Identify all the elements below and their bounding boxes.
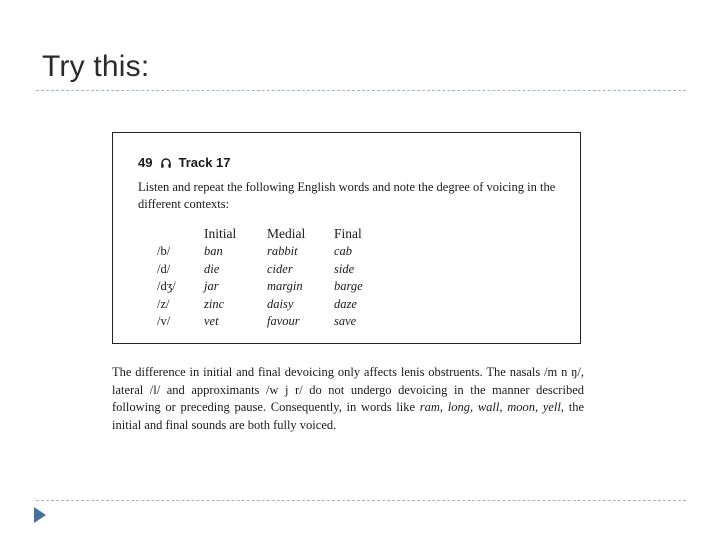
phoneme-cell: /v/ [157,314,171,329]
paragraph-intro: The difference in initial and final devoicing only affects lenis obstruents. The nasals /m n ŋ/, lateral /l/ and approximants /w j r/ do not undergo devoicing in the manner described following or preceding pause. Consequently, in words like [112,365,584,414]
slide-title: Try this: [42,50,150,83]
final-word: cab [334,244,353,259]
column-header-final: Final [334,226,362,241]
column-header-initial: Initial [204,226,237,241]
medial-word: margin [267,279,303,294]
final-word: side [334,261,355,276]
medial-word: daisy [267,296,294,311]
exercise-box [112,132,581,344]
column-header-medial: Medial [267,226,306,241]
exercise-instructions: Listen and repeat the following English words and note the degree of voicing in the different contexts: [138,180,556,211]
final-word: daze [334,296,357,311]
initial-word: vet [204,314,219,329]
medial-word: rabbit [267,244,298,259]
phoneme-cell: /d/ [157,261,171,276]
body-paragraph [112,364,584,434]
initial-word: jar [204,279,219,294]
word-table [157,225,394,331]
table-row [157,261,394,279]
initial-word: ban [204,244,223,259]
initial-word: zinc [204,296,225,311]
medial-word: cider [267,261,293,276]
track-header [138,155,231,170]
phoneme-cell: /b/ [157,244,171,259]
initial-word: die [204,261,220,276]
paragraph-outro: , the initial and final sounds are both fully voiced. [112,400,585,432]
bottom-divider [36,500,686,501]
column-header [157,225,204,243]
final-word: save [334,314,357,329]
table-header-row [157,225,394,243]
track-number: 49 [138,155,153,170]
top-divider [36,90,686,91]
nav-arrow-icon[interactable] [32,506,48,524]
headphone-icon [160,157,172,169]
table-row [157,243,394,261]
paragraph-examples: ram, long, wall, moon, yell [419,400,561,414]
track-label: Track 17 [178,155,231,170]
table-row [157,278,394,296]
table-row [157,296,394,314]
medial-word: favour [267,314,300,329]
table-row [157,313,394,331]
phoneme-cell: /dʒ/ [157,279,176,294]
final-word: barge [334,279,363,294]
phoneme-cell: /z/ [157,296,170,311]
